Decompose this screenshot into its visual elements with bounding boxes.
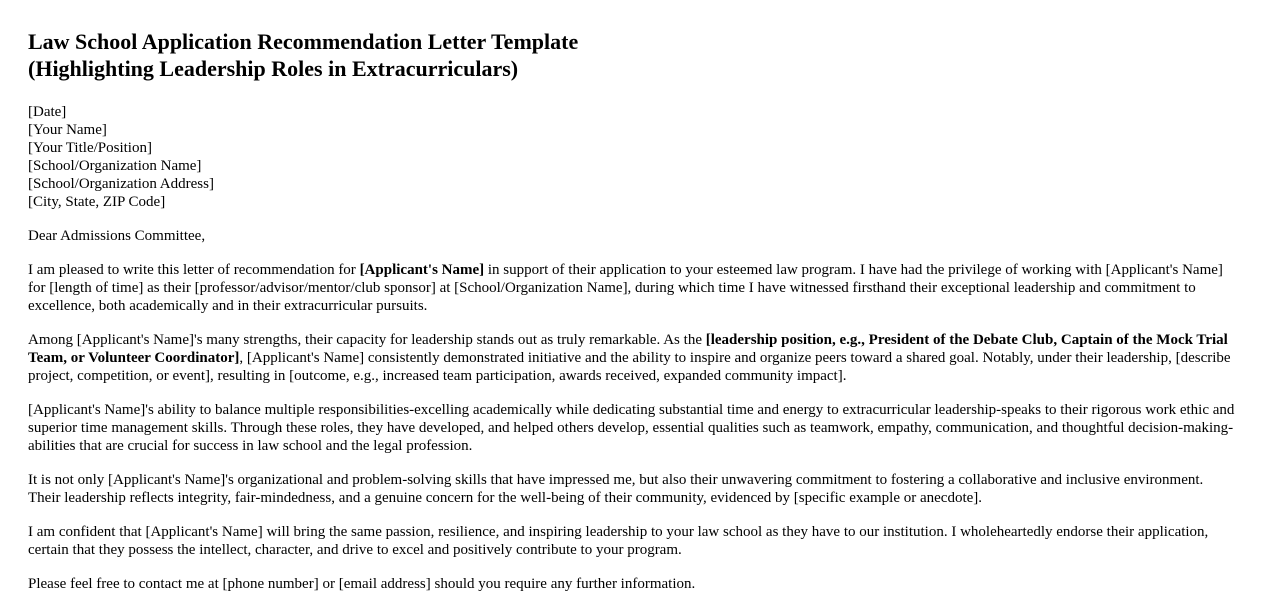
paragraph-organizational: It is not only [Applicant's Name]'s organizational and problem-solving skills that have impressed me, but also their unwavering commitment to fostering a collaborative and inclusive environment. Their leadership reflects integrity, fair-mindedness, and a genuine concern for the well-being of their community, evidenced by [specific example or anecdote]. — [28, 472, 1204, 506]
paragraph-intro — [28, 261, 1238, 315]
applicant-name-placeholder: [Applicant's Name] — [359, 262, 485, 278]
salutation: Dear Admissions Committee, — [28, 228, 206, 244]
paragraph-intro-text-c: in support of their application to your esteemed law program. I have had the privilege of working with [Applicant's Name] for [length of time] as their [professor/advisor/mentor/club sponsor] at [School/Organization Name], during which time I have witnessed firsthand their exceptional leadership and commitment to excellence, both academically and in their extracurricular pursuits. — [28, 262, 1223, 314]
sender-address: [School/Organization Address] — [28, 176, 214, 192]
paragraph-leadership — [28, 331, 1238, 385]
title-line-2: (Highlighting Leadership Roles in Extracurriculars) — [28, 56, 519, 81]
paragraph-endorsement: I am confident that [Applicant's Name] will bring the same passion, resilience, and inspiring leadership to your law school as they have to our institution. I wholeheartedly endorse their application, certain that they possess the intellect, character, and drive to excel and positively contribute to your program. — [28, 524, 1209, 558]
page-title — [28, 28, 1238, 82]
leadership-position-placeholder: [leadership position, e.g., President of the Debate Club, Captain of the Mock Trial Team, or Volunteer Coordinator] — [28, 332, 1228, 366]
sender-title: [Your Title/Position] — [28, 140, 152, 156]
paragraph-balance: [Applicant's Name]'s ability to balance multiple responsibilities-excelling academically while dedicating substantial time and energy to extracurricular leadership-speaks to their rigorous work ethic and superior time management skills. Through these roles, they have developed, and helped others develop, essential qualities such as teamwork, empathy, communication, and thoughtful decision-making-abilities that are crucial for success in law school and the legal profession. — [28, 402, 1235, 454]
paragraph-contact: Please feel free to contact me at [phone number] or [email address] should you require any further information. — [28, 576, 696, 592]
title-line-1: Law School Application Recommendation Letter Template — [28, 29, 579, 54]
paragraph-intro-text-a: I am pleased to write this letter of recommendation for — [28, 262, 360, 278]
paragraph-leadership-text-a: Among [Applicant's Name]'s many strengths, their capacity for leadership stands out as truly remarkable. As the — [28, 332, 706, 348]
sender-name: [Your Name] — [28, 122, 107, 138]
sender-block — [28, 103, 1238, 211]
sender-city-state-zip: [City, State, ZIP Code] — [28, 194, 166, 210]
sender-date: [Date] — [28, 104, 67, 120]
sender-organization: [School/Organization Name] — [28, 158, 202, 174]
paragraph-leadership-text-c: , [Applicant's Name] consistently demonstrated initiative and the ability to inspire and organize peers toward a shared goal. Notably, under their leadership, [describe project, competition, or event], resulting in [outcome, e.g., increased team participation, awards received, expanded community impact]. — [28, 350, 1231, 384]
